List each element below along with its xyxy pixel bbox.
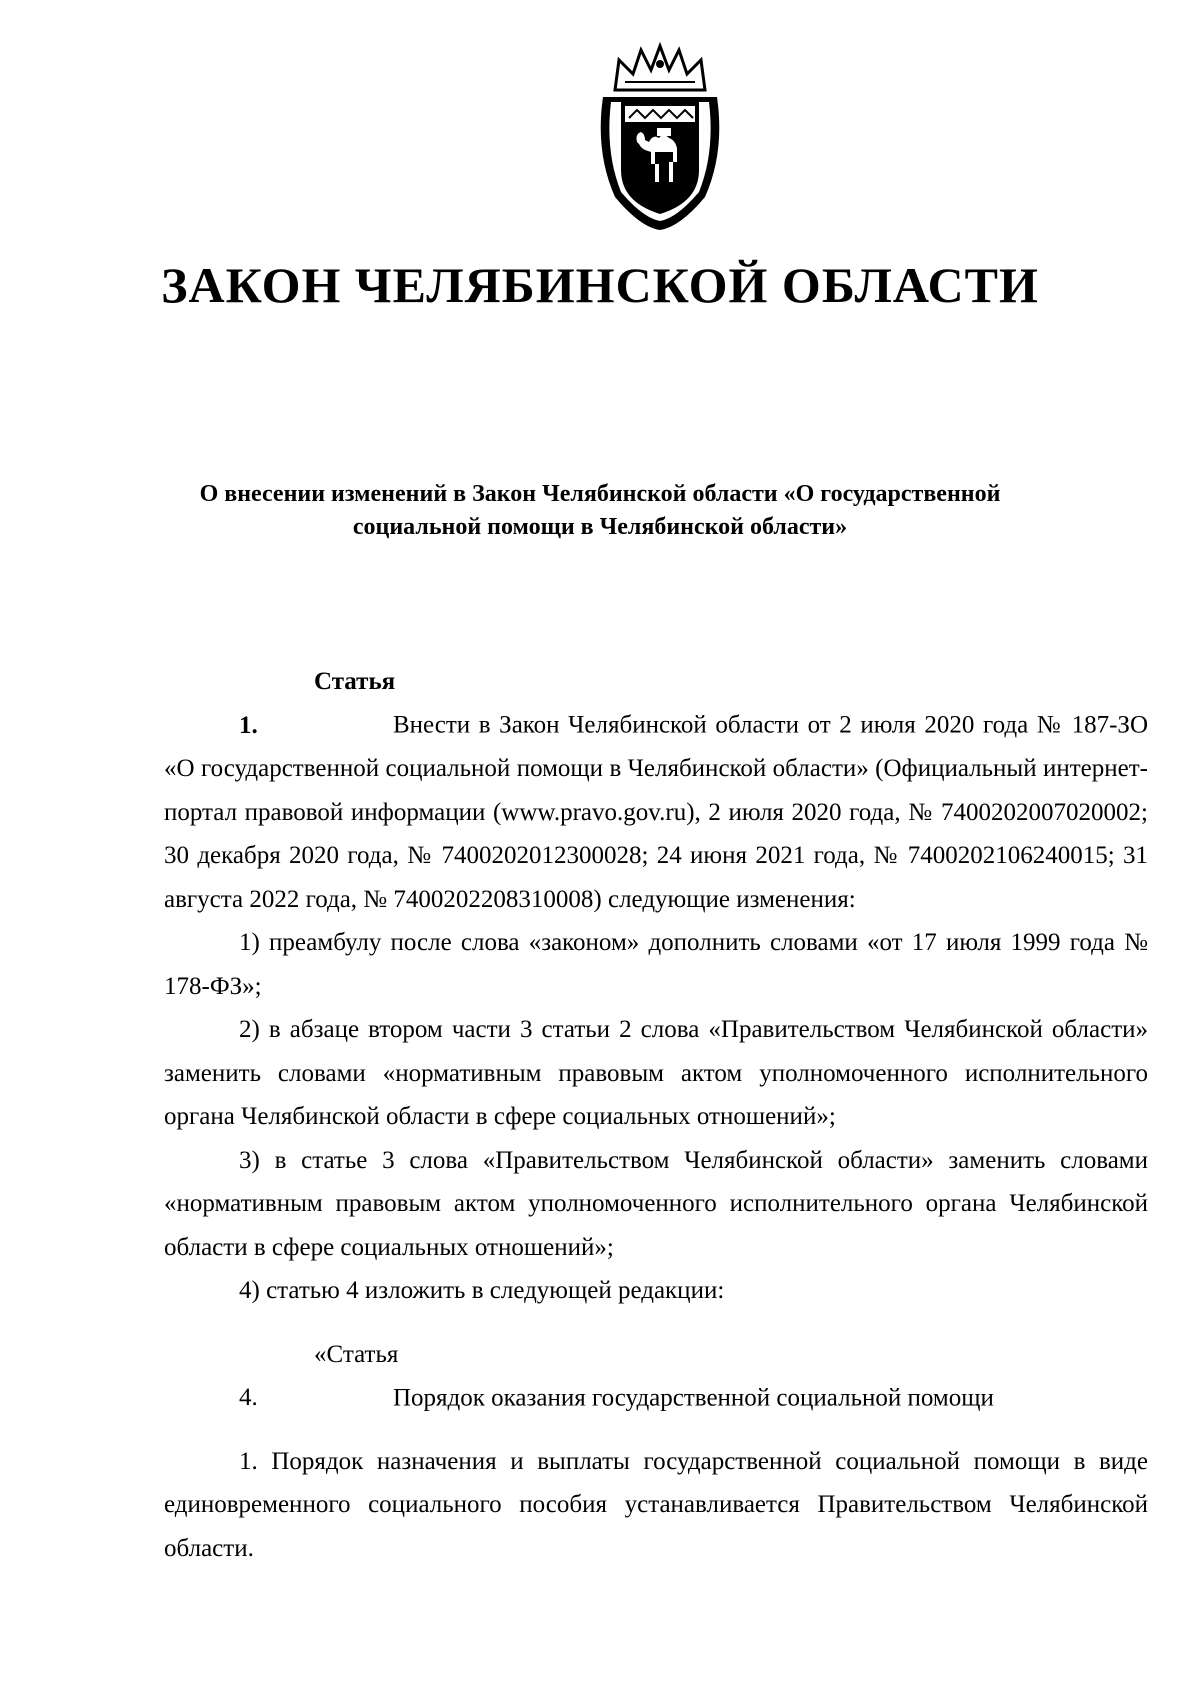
subtitle-line: социальной помощи в Челябинской области» <box>352 514 848 540</box>
article-1-label: Статья 1. <box>239 668 396 739</box>
document-title: ЗАКОН ЧЕЛЯБИНСКОЙ ОБЛАСТИ <box>161 257 1039 313</box>
subtitle-line: О внесении изменений в Закон Челябинской области «О государственной <box>199 481 1001 507</box>
article-4-heading <box>164 1333 1148 1420</box>
chelyabinsk-coat-of-arms-icon <box>585 42 735 232</box>
article-4-label: «Статья 4. <box>239 1340 399 1411</box>
document-body <box>164 660 1148 1570</box>
article-1-paragraph <box>164 660 1148 921</box>
list-item: 3) в статье 3 слова «Правительством Челябинской области» заменить словами «нормативным правовым актом уполномоченного исполнительного органа Челябинской области в сфере социальных отношений»; <box>164 1146 1148 1261</box>
article-4-paragraph: 1. Порядок назначения и выплаты государственной социальной помощи в виде единовременного социального пособия устанавливается Правительством Челябинской области. <box>164 1447 1148 1562</box>
list-item: 1) преамбулу после слова «законом» дополнить словами «от 17 июля 1999 года № 178-ФЗ»; <box>164 929 1148 1000</box>
list-item: 2) в абзаце втором части 3 статьи 2 слова «Правительством Челябинской области» заменить словами «нормативным правовым актом уполномоченного исполнительного органа Челябинской области в сфере социальных отношений»; <box>164 1016 1148 1130</box>
list-item: 4) статью 4 изложить в следующей редакции: <box>239 1277 725 1304</box>
article-1-text: Внести в Закон Челябинской области от 2 июля 2020 года № 187-ЗО «О государственной социальной помощи в Челябинской области» (Официальный интернет-портал правовой информации (www.pravo.gov.ru), 2 июля 2020 года, № 7400202007020002; 30 декабря 2020 года, № 7400202012300028; 24 июня 2021 года, № 7400202106240015; 31 августа 2022 года, № 7400202208310008) следующие изменения: <box>164 711 1148 913</box>
document-subtitle <box>140 478 1060 544</box>
article-4-title: Порядок оказания государственной социальной помощи <box>393 1384 994 1411</box>
